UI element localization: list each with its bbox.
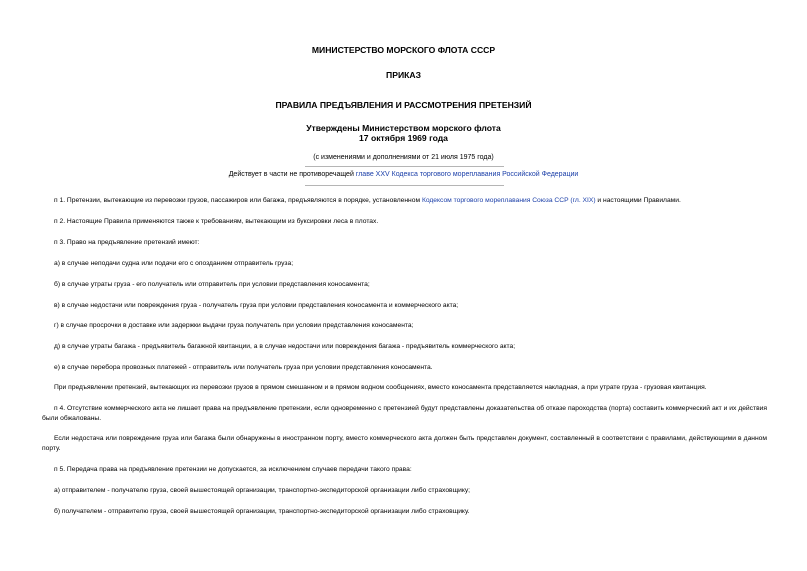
status-prefix: Действует в части не противоречащей	[228, 171, 356, 178]
paragraph-3c: в) в случае недостачи или повреждения груза - получатель груза при условии представления коносамента и коммерческого акта;	[54, 302, 459, 309]
paragraph-3d: г) в случае просрочки в доставке или задержки выдачи груза получатель при условии представления коносамента;	[54, 322, 414, 329]
paragraph-1	[42, 196, 767, 206]
paragraph-3e: д) в случае утраты багажа - предъявитель багажной квитанции, а в случае недостачи или повреждения багажа - предъявитель коммерческого акта;	[54, 343, 516, 350]
paragraph-3f: е) в случае переборa провозных платежей - отправитель или получатель груза при условии представления коносамента.	[54, 364, 433, 371]
paragraph-5: п 5. Передача права на предъявление претензии не допускается, за исключением случаев передачи такого права:	[54, 466, 412, 473]
approved-line-2: 17 октября 1969 года	[359, 133, 448, 143]
doc-type-heading: ПРИКАЗ	[386, 70, 421, 80]
paragraph-5a: а) отправителем - получателю груза, своей вышестоящей организации, транспортно-экспедиторской организации либо страховщику;	[54, 487, 471, 494]
document-title: ПРАВИЛА ПРЕДЪЯВЛЕНИЯ И РАССМОТРЕНИЯ ПРЕТЕНЗИЙ	[275, 100, 532, 110]
divider-top	[305, 166, 504, 167]
divider-bottom	[305, 185, 504, 186]
paragraph-1-after: и настоящими Правилами.	[595, 197, 681, 204]
amendments-note: (с изменениями и дополнениями от 21 июля 1975 года)	[313, 154, 494, 161]
paragraph-3a: а) в случае неподачи судна или подачи его с опозданием отправитель груза;	[54, 260, 294, 267]
status-link[interactable]: главе XXV Кодекса торгового мореплавания Российской Федерации	[355, 171, 579, 178]
code-link[interactable]: Кодексом торгового мореплавания Союза ССР (гл. XIX)	[421, 197, 596, 204]
paragraph-4: п 4. Отсутствие коммерческого акта не лишает права на предъявление претензии, если одновременно с претензией будут представлены доказательства об отказе пароходства (порта) составить коммерческий акт и их действия были обжалованы.	[42, 405, 767, 422]
paragraph-3b: б) в случае утраты груза - его получатель или отправитель при условии представления коносамента;	[54, 281, 370, 288]
paragraph-1-before: п 1. Претензии, вытекающие из перевозки грузов, пассажиров или багажа, предъявляются в порядке, установленном	[54, 197, 422, 204]
ministry-heading: МИНИСТЕРСТВО МОРСКОГО ФЛОТА СССР	[311, 45, 496, 55]
paragraph-5b: б) получателем - отправителю груза, своей вышестоящей организации, транспортно-экспедиторской организации либо страховщику.	[54, 508, 470, 515]
paragraph-4-note: Если недостача или повреждение груза или багажа были обнаружены в иностранном порту, вместо коммерческого акта должен быть представлен документ, составленный в соответствии с правилами, действующими в данном порту.	[42, 435, 767, 452]
paragraph-2: п 2. Настоящие Правила применяются также к требованиям, вытекающим из буксировки леса в плотах.	[54, 218, 379, 225]
paragraph-3: п 3. Право на предъявление претензий имеют:	[54, 239, 200, 246]
paragraph-3-note: При предъявлении претензий, вытекающих из перевозки грузов в прямом смешанном и в прямом водном сообщениях, вместо коносамента представляется накладная, а при утрате груза - грузовая квитанция.	[54, 384, 707, 391]
approved-line-1: Утверждены Министерством морского флота	[306, 123, 501, 133]
status-line	[0, 170, 807, 179]
